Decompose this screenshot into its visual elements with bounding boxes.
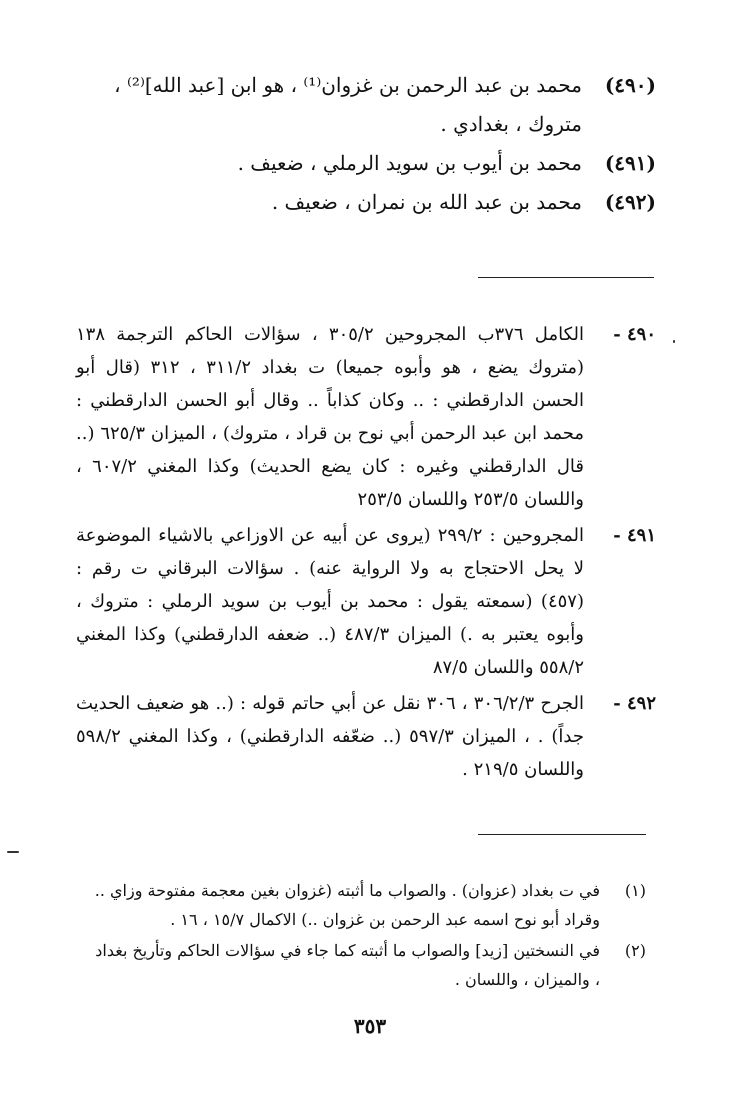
commentary-text: المجروحين : ٢٩٩/٢ (يروى عن أبيه عن الاوزاعي بالاشياء الموضوعة لا يحل الاحتجاج به ولا الرواية عنه) . سؤالات البرقاني ت رقم : (٤٥٧) (سمعته يقول : محمد بن أيوب بن سويد الرملي : متروك ، وأبوه يعتبر به .) الميزان ٤٨٧/٣ (.. ضعفه الدارقطني) وكذا المغني ٥٥٨/٢ واللسان ٨٧/٥ (76, 525, 585, 678)
footnote-divider (478, 834, 646, 835)
section-divider (478, 277, 654, 278)
footnote-number: (١) (624, 881, 646, 900)
footnotes-section (86, 876, 646, 996)
commentary-entry (76, 687, 656, 786)
footnote-text: في ت بغداد (عزوان) . والصواب ما أثبته (غزوان بغين معجمة مفتوحة وزاي .. وقراد أبو نوح اسمه عبد الرحمن بن غزوان ..) الاكمال ١٥/٧ ، ١٦ . (94, 881, 600, 929)
footnote-number: (٢) (624, 941, 646, 960)
commentary-text: الجرح ٣٠٦/٢/٣ ، ٣٠٦ نقل عن أبي حاتم قوله : (.. هو ضعيف الحديث جداً) . ، الميزان ٥٩٧/٣ (.. ضعّفه الدارقطني) ، وكذا المغني ٥٩٨/٢ واللسان ٢١٩/٥ . (76, 693, 584, 780)
commentary-text: الكامل ٣٧٦ب المجروحين ٣٠٥/٢ ، سؤالات الحاكم الترجمة ١٣٨ (متروك يضع ، هو وأبوه جميعا) ت بغداد ٣١١/٢ ، ٣١٢ (قال أبو الحسن الدارقطني : .. وكان كذاباً .. وقال أبو الحسن الدارقطني : محمد ابن عبد الرحمن أبي نوح بن قراد ، متروك) ، الميزان ٦٢٥/٣ (.. قال الدارقطني وغيره : كان يضع الحديث) وكذا المغني ٦٠٧/٢ ، واللسان ٢٥٣/٥ واللسان ٢٥٣/٥ (76, 324, 585, 510)
scan-speck (7, 851, 19, 853)
commentary-number: ٤٩١ - (613, 525, 656, 546)
entry-number: (٤٩٠) (604, 73, 656, 97)
entry-text: محمد بن عبد الله بن نمران ، ضعيف . (271, 190, 582, 214)
main-entry (76, 144, 656, 183)
entry-text: محمد بن عبد الرحمن بن غزوان⁽¹⁾ ، هو ابن [عبد الله]⁽²⁾ ، متروك ، بغدادي . (114, 73, 582, 136)
entry-number: (٤٩١) (604, 151, 656, 175)
footnote (86, 876, 646, 934)
footnote (86, 936, 646, 994)
main-entry (76, 183, 656, 222)
entry-number: (٤٩٢) (604, 190, 656, 214)
commentary-entry (76, 318, 656, 516)
scan-speck (673, 340, 675, 343)
main-entries (76, 66, 656, 222)
commentary-entry (76, 519, 656, 684)
page-number: ٣٥٣ (353, 1014, 387, 1038)
commentary-number: ٤٩٢ - (613, 693, 656, 714)
footnote-text: في النسختين [زيد] والصواب ما أثبته كما جاء في سؤالات الحاكم وتأريخ بغداد ، والميزان ، واللسان . (95, 941, 600, 989)
commentary-number: ٤٩٠ - (613, 324, 656, 345)
main-entry (76, 66, 656, 144)
commentary-section (76, 318, 656, 789)
entry-text: محمد بن أيوب بن سويد الرملي ، ضعيف . (237, 151, 582, 175)
